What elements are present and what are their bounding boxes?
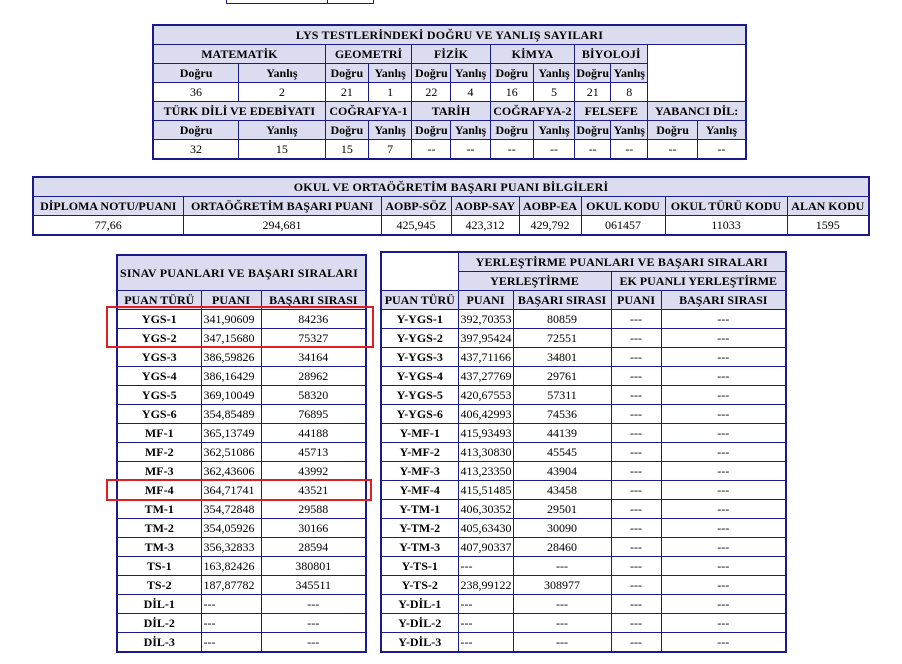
value-cell: 425,945 [381, 216, 451, 236]
value-cell: 405,63430 [458, 519, 513, 538]
value-cell: --- [661, 367, 786, 386]
top-partial-cell [227, 0, 328, 4]
table-row [117, 348, 366, 367]
value-cell: 77,66 [33, 216, 183, 236]
puan-turu-cell: Y-TS-2 [381, 576, 458, 595]
value-cell: -- [533, 140, 574, 160]
subject-biyoloji: BİYOLOJİ [575, 45, 648, 64]
table-row [117, 462, 366, 481]
value-cell: --- [458, 557, 513, 576]
value-cell: 43521 [261, 481, 366, 500]
col-header: DİPLOMA NOTU/PUANI [33, 197, 183, 216]
puan-turu-cell: TM-1 [117, 500, 201, 519]
col-header: Yanlış [451, 121, 490, 140]
col-header: Yanlış [611, 64, 648, 83]
value-cell: 437,71166 [458, 348, 513, 367]
subject-felsefe: FELSEFE [575, 102, 648, 121]
top-partial-cell [328, 0, 374, 4]
subject-yabanci-dil: YABANCI DİL: [648, 102, 746, 121]
value-cell: --- [261, 633, 366, 653]
puan-turu-cell: YGS-4 [117, 367, 201, 386]
table-row [381, 386, 786, 405]
yerlestirme-table [380, 251, 787, 653]
value-cell: 187,87782 [201, 576, 261, 595]
value-cell: 392,70353 [458, 310, 513, 329]
value-cell: 57311 [513, 386, 611, 405]
value-cell: 364,71741 [201, 481, 261, 500]
table-row [381, 424, 786, 443]
subject-fizik: FİZİK [412, 45, 490, 64]
value-cell: --- [201, 614, 261, 633]
value-cell: 45545 [513, 443, 611, 462]
value-cell: 386,16429 [201, 367, 261, 386]
value-cell: 365,13749 [201, 424, 261, 443]
value-cell: --- [661, 310, 786, 329]
value-cell: 30166 [261, 519, 366, 538]
value-cell: --- [201, 633, 261, 653]
lys-title: LYS TESTLERİNDEKİ DOĞRU VE YANLIŞ SAYILARI [153, 25, 746, 45]
col-header: Doğru [575, 121, 611, 140]
puan-turu-cell: Y-TM-3 [381, 538, 458, 557]
value-cell: --- [611, 595, 661, 614]
sinav-title: SINAV PUANLARI VE BAŞARI SIRALARI [117, 255, 366, 291]
value-cell: 354,05926 [201, 519, 261, 538]
value-cell: 356,32833 [201, 538, 261, 557]
value-cell: 80859 [513, 310, 611, 329]
table-row [381, 614, 786, 633]
value-cell: 34801 [513, 348, 611, 367]
puan-turu-cell: Y-MF-1 [381, 424, 458, 443]
col-header: PUANI [611, 291, 661, 310]
value-cell: 11033 [665, 216, 787, 236]
puan-turu-cell: Y-YGS-2 [381, 329, 458, 348]
col-header: Doğru [412, 121, 451, 140]
value-cell: 420,67553 [458, 386, 513, 405]
value-cell: 2 [239, 83, 326, 102]
table-row [117, 500, 366, 519]
table-row [381, 462, 786, 481]
value-cell: --- [661, 595, 786, 614]
value-cell: 28962 [261, 367, 366, 386]
value-cell: 76895 [261, 405, 366, 424]
value-cell: 43904 [513, 462, 611, 481]
value-cell: 1595 [787, 216, 869, 236]
table-row [381, 557, 786, 576]
table-row [117, 386, 366, 405]
puan-turu-cell: MF-3 [117, 462, 201, 481]
value-cell: 413,23350 [458, 462, 513, 481]
okul-title: OKUL VE ORTAÖĞRETİM BAŞARI PUANI BİLGİLERİ [33, 177, 869, 197]
value-cell: 362,43606 [201, 462, 261, 481]
value-cell: 347,15680 [201, 329, 261, 348]
value-cell: --- [661, 538, 786, 557]
col-header: ALAN KODU [787, 197, 869, 216]
value-cell: --- [661, 614, 786, 633]
value-cell: --- [661, 500, 786, 519]
puan-turu-cell: YGS-5 [117, 386, 201, 405]
value-cell: -- [490, 140, 533, 160]
value-cell: 345511 [261, 576, 366, 595]
value-cell: --- [611, 576, 661, 595]
value-cell: 308977 [513, 576, 611, 595]
value-cell: --- [661, 462, 786, 481]
value-cell: 294,681 [183, 216, 381, 236]
value-cell: 84236 [261, 310, 366, 329]
value-cell: --- [513, 633, 611, 653]
value-cell: 72551 [513, 329, 611, 348]
col-header: Yanlış [451, 64, 490, 83]
puan-turu-cell: Y-YGS-3 [381, 348, 458, 367]
value-cell: --- [611, 329, 661, 348]
puan-turu-cell: MF-2 [117, 443, 201, 462]
col-header: Doğru [412, 64, 451, 83]
table-row [381, 310, 786, 329]
top-partial-table [226, 0, 374, 4]
value-cell: --- [611, 405, 661, 424]
value-cell: --- [661, 424, 786, 443]
yer-group-yerlestirme: YERLEŞTİRME [458, 272, 611, 291]
col-header: Yanlış [239, 121, 326, 140]
value-cell: --- [513, 557, 611, 576]
value-cell: 429,792 [519, 216, 581, 236]
col-header: Yanlış [697, 121, 746, 140]
col-header: Doğru [575, 64, 611, 83]
value-cell: --- [661, 557, 786, 576]
value-cell: 406,30352 [458, 500, 513, 519]
table-row [381, 443, 786, 462]
value-cell: -- [412, 140, 451, 160]
value-cell: --- [611, 538, 661, 557]
col-header: Doğru [153, 121, 239, 140]
col-header: AOBP-EA [519, 197, 581, 216]
col-header: AOBP-SAY [451, 197, 519, 216]
puan-turu-cell: Y-MF-2 [381, 443, 458, 462]
value-cell: --- [611, 310, 661, 329]
table-row [381, 405, 786, 424]
table-row [381, 329, 786, 348]
value-cell: --- [661, 576, 786, 595]
col-header: Yanlış [611, 121, 648, 140]
value-cell: --- [458, 633, 513, 653]
value-cell: 341,90609 [201, 310, 261, 329]
col-header: BAŞARI SIRASI [661, 291, 786, 310]
col-header: Yanlış [368, 121, 411, 140]
col-header: Doğru [490, 121, 533, 140]
col-header: AOBP-SÖZ [381, 197, 451, 216]
puan-turu-cell: Y-YGS-5 [381, 386, 458, 405]
value-cell: --- [611, 443, 661, 462]
subject-turk-dili: TÜRK DİLİ VE EDEBİYATI [153, 102, 325, 121]
value-cell: 34164 [261, 348, 366, 367]
value-cell: -- [697, 140, 746, 160]
value-cell: --- [611, 462, 661, 481]
value-cell: 163,82426 [201, 557, 261, 576]
value-cell: 238,99122 [458, 576, 513, 595]
table-row [381, 633, 786, 653]
puan-turu-cell: YGS-6 [117, 405, 201, 424]
value-cell: 423,312 [451, 216, 519, 236]
table-row [117, 443, 366, 462]
value-cell: 15 [325, 140, 368, 160]
value-cell: 354,72848 [201, 500, 261, 519]
col-header: OKUL KODU [581, 197, 665, 216]
value-cell: 58320 [261, 386, 366, 405]
subject-geometri: GEOMETRİ [325, 45, 412, 64]
puan-turu-cell: DİL-1 [117, 595, 201, 614]
yer-rows [381, 310, 786, 653]
value-cell: -- [451, 140, 490, 160]
value-cell: --- [661, 481, 786, 500]
lys-empty-cell [648, 45, 746, 102]
puan-turu-cell: Y-DİL-1 [381, 595, 458, 614]
puan-turu-cell: Y-DİL-3 [381, 633, 458, 653]
puan-turu-cell: TS-2 [117, 576, 201, 595]
col-header: BAŞARI SIRASI [513, 291, 611, 310]
value-cell: 1 [368, 83, 411, 102]
value-cell: --- [201, 595, 261, 614]
value-cell: 7 [368, 140, 411, 160]
value-cell: --- [611, 348, 661, 367]
puan-turu-cell: YGS-3 [117, 348, 201, 367]
table-row [381, 519, 786, 538]
col-header: PUANI [458, 291, 513, 310]
value-cell: 415,51485 [458, 481, 513, 500]
table-row [117, 405, 366, 424]
value-cell: 29501 [513, 500, 611, 519]
value-cell: 5 [533, 83, 574, 102]
table-row [117, 614, 366, 633]
value-cell: 43458 [513, 481, 611, 500]
value-cell: 397,95424 [458, 329, 513, 348]
value-cell: 22 [412, 83, 451, 102]
subject-cografya-1: COĞRAFYA-1 [325, 102, 412, 121]
puan-turu-cell: Y-MF-4 [381, 481, 458, 500]
col-header: Yanlış [533, 64, 574, 83]
table-row [117, 595, 366, 614]
table-row [117, 576, 366, 595]
value-cell: --- [661, 405, 786, 424]
value-cell: 386,59826 [201, 348, 261, 367]
value-cell: 44139 [513, 424, 611, 443]
yer-title: YERLEŞTİRME PUANLARI VE BAŞARI SIRALARI [458, 252, 786, 272]
value-cell: 380801 [261, 557, 366, 576]
highlight-box-ygs [106, 306, 374, 348]
col-header: Doğru [325, 64, 368, 83]
col-header: Doğru [325, 121, 368, 140]
puan-turu-cell: Y-DİL-2 [381, 614, 458, 633]
value-cell: 407,90337 [458, 538, 513, 557]
value-cell: 29588 [261, 500, 366, 519]
value-cell: --- [661, 386, 786, 405]
col-header: Doğru [490, 64, 533, 83]
value-cell: 43992 [261, 462, 366, 481]
value-cell: --- [661, 348, 786, 367]
puan-turu-cell: Y-TM-1 [381, 500, 458, 519]
value-cell: 21 [325, 83, 368, 102]
value-cell: 21 [575, 83, 611, 102]
value-cell: --- [611, 424, 661, 443]
table-row [117, 424, 366, 443]
col-header: OKUL TÜRÜ KODU [665, 197, 787, 216]
col-header: Yanlış [533, 121, 574, 140]
col-header: PUAN TÜRÜ [381, 291, 458, 310]
value-cell: --- [611, 614, 661, 633]
value-cell: 362,51086 [201, 443, 261, 462]
table-row [381, 576, 786, 595]
value-cell: --- [611, 519, 661, 538]
puan-turu-cell: TM-2 [117, 519, 201, 538]
value-cell: 36 [153, 83, 239, 102]
subject-matematik: MATEMATİK [153, 45, 325, 64]
table-row [381, 348, 786, 367]
table-row [117, 633, 366, 653]
value-cell: --- [458, 595, 513, 614]
value-cell: --- [261, 614, 366, 633]
value-cell: 406,42993 [458, 405, 513, 424]
table-row [117, 367, 366, 386]
subject-kimya: KİMYA [490, 45, 575, 64]
value-cell: -- [611, 140, 648, 160]
value-cell: 30090 [513, 519, 611, 538]
okul-table [32, 176, 870, 236]
value-cell: 45713 [261, 443, 366, 462]
col-header: PUANI [201, 291, 261, 310]
puan-turu-cell: DİL-2 [117, 614, 201, 633]
value-cell: 413,30830 [458, 443, 513, 462]
col-header: Yanlış [368, 64, 411, 83]
value-cell: 15 [239, 140, 326, 160]
puan-turu-cell: MF-1 [117, 424, 201, 443]
value-cell: -- [575, 140, 611, 160]
table-row [117, 557, 366, 576]
value-cell: 437,27769 [458, 367, 513, 386]
value-cell: --- [611, 481, 661, 500]
value-cell: --- [661, 519, 786, 538]
value-cell: --- [513, 595, 611, 614]
table-row [117, 538, 366, 557]
table-row [381, 367, 786, 386]
puan-turu-cell: TM-3 [117, 538, 201, 557]
value-cell: --- [261, 595, 366, 614]
table-row [381, 538, 786, 557]
col-header: BAŞARI SIRASI [261, 291, 366, 310]
value-cell: 8 [611, 83, 648, 102]
value-cell: --- [611, 386, 661, 405]
value-cell: 061457 [581, 216, 665, 236]
value-cell: 75327 [261, 329, 366, 348]
value-cell: --- [611, 500, 661, 519]
value-cell: 32 [153, 140, 239, 160]
value-cell: 16 [490, 83, 533, 102]
subject-cografya-2: COĞRAFYA-2 [490, 102, 575, 121]
puan-turu-cell: Y-YGS-1 [381, 310, 458, 329]
value-cell: --- [661, 443, 786, 462]
value-cell: --- [661, 633, 786, 653]
subject-tarih: TARİH [412, 102, 490, 121]
col-header: Doğru [153, 64, 239, 83]
puan-turu-cell: Y-TS-1 [381, 557, 458, 576]
value-cell: 28594 [261, 538, 366, 557]
puan-turu-cell: TS-1 [117, 557, 201, 576]
value-cell: --- [611, 367, 661, 386]
col-header: Doğru [648, 121, 697, 140]
value-cell: -- [648, 140, 697, 160]
value-cell: 354,85489 [201, 405, 261, 424]
value-cell: 29761 [513, 367, 611, 386]
table-row [381, 500, 786, 519]
puan-turu-cell: Y-TM-2 [381, 519, 458, 538]
puan-turu-cell: Y-YGS-4 [381, 367, 458, 386]
yer-empty-corner [381, 252, 458, 291]
col-header: PUAN TÜRÜ [117, 291, 201, 310]
puan-turu-cell: Y-YGS-6 [381, 405, 458, 424]
value-cell: --- [661, 329, 786, 348]
value-cell: 415,93493 [458, 424, 513, 443]
lys-table [152, 24, 747, 160]
puan-turu-cell: Y-MF-3 [381, 462, 458, 481]
value-cell: 44188 [261, 424, 366, 443]
col-header: ORTAÖĞRETİM BAŞARI PUANI [183, 197, 381, 216]
highlight-box-mf4 [106, 479, 372, 501]
puan-turu-cell: DİL-3 [117, 633, 201, 653]
value-cell: --- [513, 614, 611, 633]
puan-turu-cell: YGS-2 [117, 329, 201, 348]
table-row [117, 519, 366, 538]
value-cell: 28460 [513, 538, 611, 557]
col-header: Yanlış [239, 64, 326, 83]
value-cell: --- [611, 557, 661, 576]
yer-group-ek-puanli: EK PUANLI YERLEŞTİRME [611, 272, 786, 291]
value-cell: --- [458, 614, 513, 633]
value-cell: 74536 [513, 405, 611, 424]
puan-turu-cell: MF-4 [117, 481, 201, 500]
value-cell: --- [611, 633, 661, 653]
value-cell: 4 [451, 83, 490, 102]
table-row [381, 481, 786, 500]
table-row [381, 595, 786, 614]
value-cell: 369,10049 [201, 386, 261, 405]
puan-turu-cell: YGS-1 [117, 310, 201, 329]
